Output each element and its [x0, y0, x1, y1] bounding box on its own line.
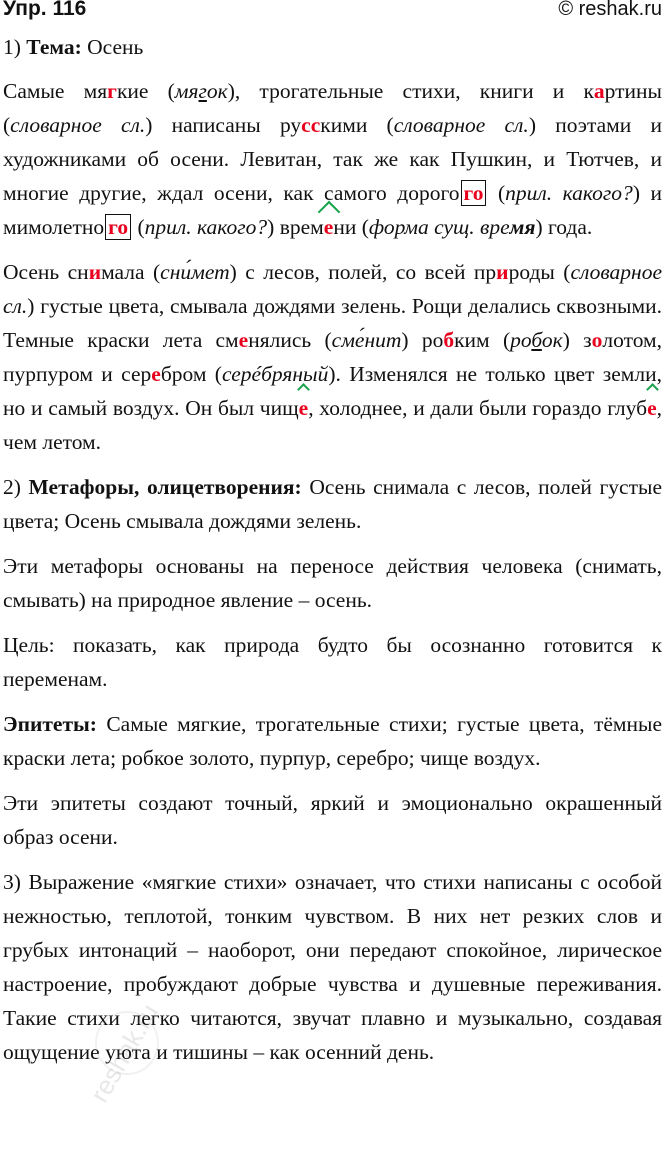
- stress-mark: е: [647, 391, 657, 425]
- stress-mark: е: [299, 391, 309, 425]
- paragraph-goal: Цель: показать, как природа будто бы осознанно готовится к переменам.: [3, 633, 662, 691]
- paragraph-metaphor-explanation: Эти метафоры основаны на переносе действия человека (снимать, смывать) на природное явление – осень.: [3, 554, 662, 612]
- stress-mark: е: [324, 210, 334, 244]
- watermark-text: reshak.ru: [84, 998, 165, 1108]
- source-credit: © reshak.ru: [558, 0, 662, 20]
- paragraph-epithet-explanation: Эти эпитеты создают точный, яркий и эмоционально окрашенный образ осени.: [3, 791, 662, 849]
- topic-label: Тема:: [26, 35, 82, 59]
- ending-box: го: [461, 180, 487, 206]
- paragraph-epithets: Эпитеты: Самые мягкие, трогательные стихи; густые цвета, тёмные краски лета; робкое золото, пурпур, серебро; чище воздух.: [3, 712, 662, 770]
- paragraph-soft-poems: 3) Выражение «мягкие стихи» означает, что стихи написаны с особой нежностью, теплотой, тонким чувством. В них нет резких слов и грубых интонаций – наоборот, они передают спокойное, лирическое настроение, пробуждают добрые чувства и душевные переживания. Такие стихи легко читаются, звучат плавно и музыкально, создавая ощущение уюта и тишины – как осенний день.: [3, 870, 662, 1064]
- exercise-number: Упр. 116: [3, 0, 87, 20]
- ending-box: го: [105, 214, 131, 240]
- topic-line: 1) Тема: Осень: [3, 35, 144, 59]
- page-header: [3, 0, 662, 26]
- metaphors-label: Метафоры, олицетворения:: [28, 475, 302, 499]
- topic-value: Осень: [81, 35, 144, 59]
- paragraph-metaphors: 2) Метафоры, олицетворения: Осень снимала с лесов, полей густые цвета; Осень смывала дождями зелень.: [3, 475, 662, 533]
- paragraph-1: Самые мягкие (мягок), трогательные стихи, книги и картины (словарное сл.) написаны русскими (словарное сл.) поэтами и художниками об осени. Левитан, так же как Пушкин, и Тютчев, и многие другие, ждал осени, как самого дорого го (прил. какого?) и мимолетно го (прил. какого?) времени (форма сущ. время) года.: [3, 74, 662, 244]
- epithets-label: Эпитеты:: [3, 712, 97, 736]
- paragraph-2: Осень снимала (сни́мет) с лесов, полей, со всей природы (словарное сл.) густые цвета, смывала дождями зелень. Рощи делались сквозными. Темные краски лета сменялись (сме́нит) робким (робок) золотом, пурпуром и серебром (серéбряный). Изменялся не только цвет земли, но и самый воздух. Он был чище, холоднее, и дали были гораздо глубе, чем летом.: [3, 260, 663, 454]
